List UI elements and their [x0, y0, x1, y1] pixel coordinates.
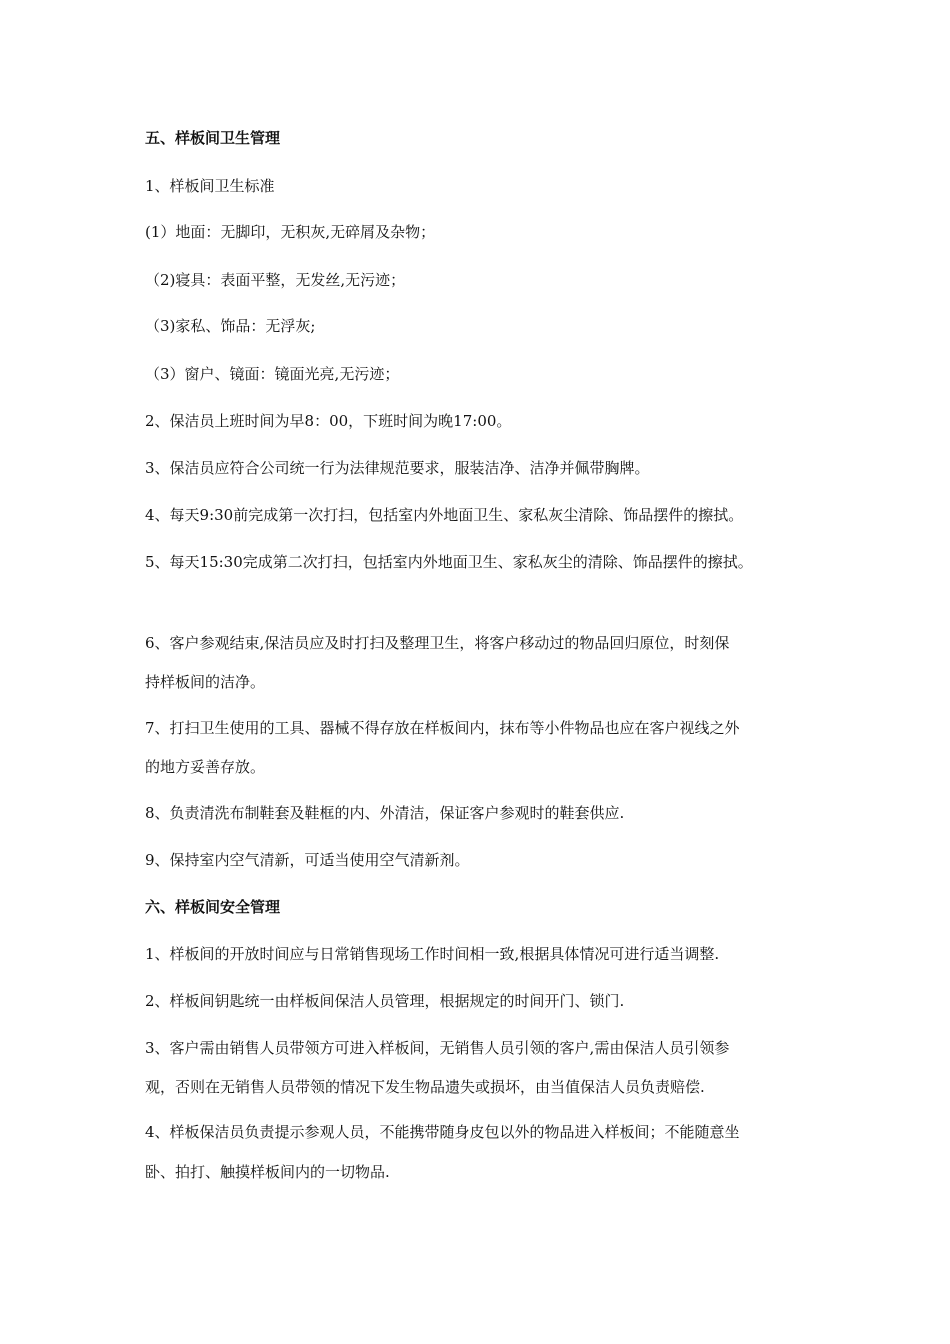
- section-5-item-6-line-2: 持样板间的洁净。: [145, 673, 266, 691]
- section-5-item-3: 3、保洁员应符合公司统一行为法律规范要求，服装洁净、洁净并佩带胸牌。: [145, 459, 650, 477]
- section-5-item-6-line-1: 6、客户参观结束,保洁员应及时打扫及整理卫生，将客户移动过的物品回归原位，时刻保: [145, 634, 730, 652]
- section-5-heading: 五、样板间卫生管理: [145, 129, 281, 147]
- section-6-item-4-line-1: 4、样板保洁员负责提示参观人员，不能携带随身皮包以外的物品进入样板间；不能随意坐: [145, 1123, 740, 1141]
- section-6-heading: 六、样板间安全管理: [145, 898, 281, 916]
- section-5-item-7-line-2: 的地方妥善存放。: [145, 758, 266, 776]
- section-5-item-4: 4、每天9:30前完成第一次打扫，包括室内外地面卫生、家私灰尘清除、饰品摆件的擦拭。: [145, 506, 744, 524]
- section-6-item-3-line-1: 3、客户需由销售人员带领方可进入样板间，无销售人员引领的客户,需由保洁人员引领参: [145, 1039, 730, 1057]
- section-5-item-9: 9、保持室内空气清新，可适当使用空气清新剂。: [145, 851, 470, 869]
- section-5-item-2: 2、保洁员上班时间为早8：00，下班时间为晚17:00。: [145, 412, 512, 430]
- standard-bedding: （2)寝具：表面平整，无发丝,无污迹；: [145, 271, 406, 289]
- standard-floor: (1）地面：无脚印，无积灰,无碎屑及杂物；: [145, 223, 436, 241]
- section-5-item-8: 8、负责清洗布制鞋套及鞋框的内、外清洁，保证客户参观时的鞋套供应.: [145, 804, 625, 822]
- section-5-item-5: 5、每天15:30完成第二次打扫，包括室内外地面卫生、家私灰尘的清除、饰品摆件的擦拭。: [145, 553, 753, 571]
- section-6-item-2: 2、样板间钥匙统一由样板间保洁人员管理，根据规定的时间开门、锁门.: [145, 992, 625, 1010]
- section-6-item-1: 1、样板间的开放时间应与日常销售现场工作时间相一致,根据具体情况可进行适当调整.: [145, 945, 720, 963]
- section-6-item-4-line-2: 卧、拍打、触摸样板间内的一切物品.: [145, 1163, 390, 1181]
- section-6-item-3-line-2: 观，否则在无销售人员带领的情况下发生物品遗失或损坏，由当值保洁人员负责赔偿.: [145, 1078, 705, 1096]
- standard-furniture: （3)家私、饰品：无浮灰;: [145, 317, 316, 335]
- section-5-item-7-line-1: 7、打扫卫生使用的工具、器械不得存放在样板间内，抹布等小件物品也应在客户视线之外: [145, 719, 740, 737]
- section-5-item-1: 1、样板间卫生标准: [145, 177, 275, 195]
- standard-windows: （3）窗户、镜面：镜面光亮,无污迹；: [145, 365, 400, 383]
